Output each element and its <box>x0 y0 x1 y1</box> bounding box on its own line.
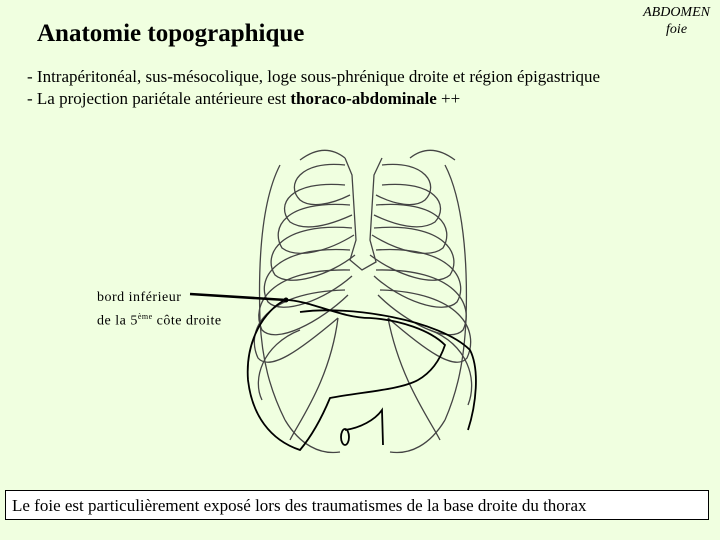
left-thorax-outline <box>260 165 285 420</box>
page-title: Anatomie topographique <box>37 20 305 47</box>
lower-outline-right <box>390 420 445 453</box>
section-label <box>643 4 710 38</box>
left-clavicle <box>300 150 345 160</box>
right-clavicle <box>410 150 455 160</box>
footer-note: Le foie est particulièrement exposé lors des traumatismes de la base droite du thorax <box>5 490 709 520</box>
bullet-2-suffix: ++ <box>436 89 461 108</box>
callout-line2-suffix: côte droite <box>152 313 222 329</box>
callout-line2-prefix: de la 5 <box>97 313 138 329</box>
callout-line1: bord inférieur <box>97 290 182 305</box>
sternum <box>345 158 382 270</box>
callout-line2 <box>97 307 222 331</box>
bullet-list <box>27 66 600 110</box>
costal-margin-left <box>290 318 338 440</box>
bullet-2-bold: thoraco-abdominale <box>290 89 437 108</box>
rib <box>258 330 300 400</box>
section-sub: foie <box>666 22 688 37</box>
bullet-2 <box>27 88 600 110</box>
callout-label <box>97 288 222 331</box>
bullet-2-prefix: - La projection pariétale antérieure est <box>27 89 291 108</box>
bullet-1: - Intrapéritonéal, sus-mésocolique, loge sous-phrénique droite et région épigastrique <box>27 67 601 86</box>
callout-dot <box>284 298 289 303</box>
rib <box>430 330 472 405</box>
gallbladder <box>345 410 383 445</box>
gallbladder-tip <box>341 429 349 445</box>
section-main: ABDOMEN <box>643 5 710 20</box>
callout-line2-sup: ème <box>137 312 153 321</box>
